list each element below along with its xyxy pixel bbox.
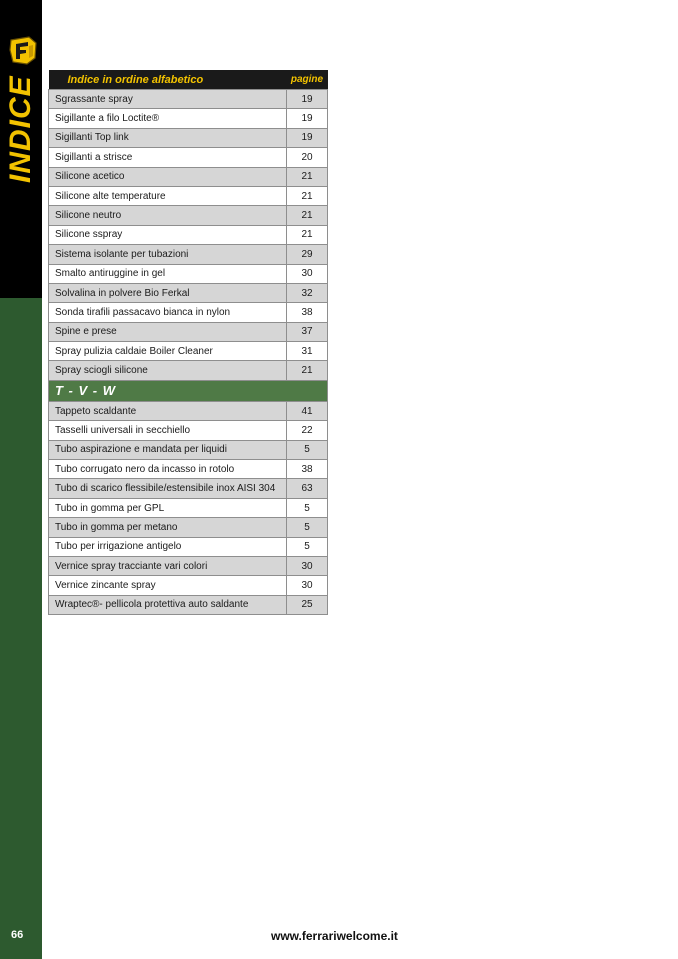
- table-row: [49, 148, 328, 167]
- entry-name: Spine e prese: [49, 322, 287, 341]
- entry-page: 30: [287, 556, 328, 575]
- entry-page: 22: [287, 421, 328, 440]
- entry-name: Tubo corrugato nero da incasso in rotolo: [49, 460, 287, 479]
- table-row: [49, 128, 328, 147]
- entry-page: 5: [287, 518, 328, 537]
- entry-page: 21: [287, 206, 328, 225]
- entry-page: 21: [287, 186, 328, 205]
- table-header: [49, 70, 328, 90]
- table-row: [49, 303, 328, 322]
- table-row: [49, 283, 328, 302]
- table-row: [49, 245, 328, 264]
- table-row: [49, 518, 328, 537]
- table-row: [49, 401, 328, 420]
- table-row: [49, 421, 328, 440]
- entry-page: 25: [287, 595, 328, 614]
- entry-name: Vernice spray tracciante vari colori: [49, 556, 287, 575]
- table-row: [49, 186, 328, 205]
- entry-page: 21: [287, 167, 328, 186]
- entry-name: Spray sciogli silicone: [49, 361, 287, 380]
- table-row: [49, 440, 328, 459]
- entry-name: Tasselli universali in secchiello: [49, 421, 287, 440]
- footer-url[interactable]: www.ferrariwelcome.it: [271, 929, 398, 943]
- entry-name: Smalto antiruggine in gel: [49, 264, 287, 283]
- entry-page: 63: [287, 479, 328, 498]
- table-row: [49, 537, 328, 556]
- brand-logo-icon: [7, 34, 39, 66]
- entry-name: Silicone sspray: [49, 225, 287, 244]
- entry-name: Silicone alte temperature: [49, 186, 287, 205]
- entry-name: Sigillante a filo Loctite®: [49, 109, 287, 128]
- entry-page: 19: [287, 109, 328, 128]
- table-row: [49, 109, 328, 128]
- sidebar-bottom: [0, 298, 42, 959]
- table-row: [49, 361, 328, 380]
- entry-name: Spray pulizia caldaie Boiler Cleaner: [49, 342, 287, 361]
- entry-page: 38: [287, 303, 328, 322]
- entry-name: Sgrassante spray: [49, 90, 287, 109]
- entry-name: Vernice zincante spray: [49, 576, 287, 595]
- section-header: [49, 380, 328, 401]
- entry-page: 32: [287, 283, 328, 302]
- entry-page: 30: [287, 264, 328, 283]
- entry-name: Silicone neutro: [49, 206, 287, 225]
- entry-page: 41: [287, 401, 328, 420]
- table-row: [49, 322, 328, 341]
- entry-name: Tubo di scarico flessibile/estensibile inox AISI 304: [49, 479, 287, 498]
- table-row: [49, 206, 328, 225]
- entry-page: 20: [287, 148, 328, 167]
- header-title: Indice in ordine alfabetico: [49, 70, 287, 90]
- entry-name: Sigillanti a strisce: [49, 148, 287, 167]
- table-row: [49, 225, 328, 244]
- table-row: [49, 498, 328, 517]
- entry-page: 5: [287, 498, 328, 517]
- entry-page: 19: [287, 90, 328, 109]
- entry-name: Tubo in gomma per metano: [49, 518, 287, 537]
- entry-name: Silicone acetico: [49, 167, 287, 186]
- table-row: [49, 556, 328, 575]
- entry-page: 19: [287, 128, 328, 147]
- table-row: [49, 90, 328, 109]
- entry-page: 21: [287, 225, 328, 244]
- table-row: [49, 460, 328, 479]
- entry-page: 38: [287, 460, 328, 479]
- entry-name: Sigillanti Top link: [49, 128, 287, 147]
- entry-page: 21: [287, 361, 328, 380]
- entry-name: Wraptec®- pellicola protettiva auto saldante: [49, 595, 287, 614]
- entry-page: 5: [287, 440, 328, 459]
- entry-page: 5: [287, 537, 328, 556]
- entry-name: Sistema isolante per tubazioni: [49, 245, 287, 264]
- entry-page: 31: [287, 342, 328, 361]
- header-pages: pagine: [287, 70, 328, 90]
- entry-page: 29: [287, 245, 328, 264]
- entry-name: Solvalina in polvere Bio Ferkal: [49, 283, 287, 302]
- table-row: [49, 479, 328, 498]
- table-row: [49, 595, 328, 614]
- table-row: [49, 342, 328, 361]
- table-row: [49, 264, 328, 283]
- entry-page: 30: [287, 576, 328, 595]
- entry-name: Sonda tirafili passacavo bianca in nylon: [49, 303, 287, 322]
- table-row: [49, 167, 328, 186]
- section-label: T - V - W: [49, 380, 328, 401]
- index-table: [48, 70, 328, 615]
- entry-name: Tubo aspirazione e mandata per liquidi: [49, 440, 287, 459]
- entry-page: 37: [287, 322, 328, 341]
- entry-name: Tubo in gomma per GPL: [49, 498, 287, 517]
- entry-name: Tappeto scaldante: [49, 401, 287, 420]
- page-number: 66: [11, 929, 24, 941]
- entry-name: Tubo per irrigazione antigelo: [49, 537, 287, 556]
- table-row: [49, 576, 328, 595]
